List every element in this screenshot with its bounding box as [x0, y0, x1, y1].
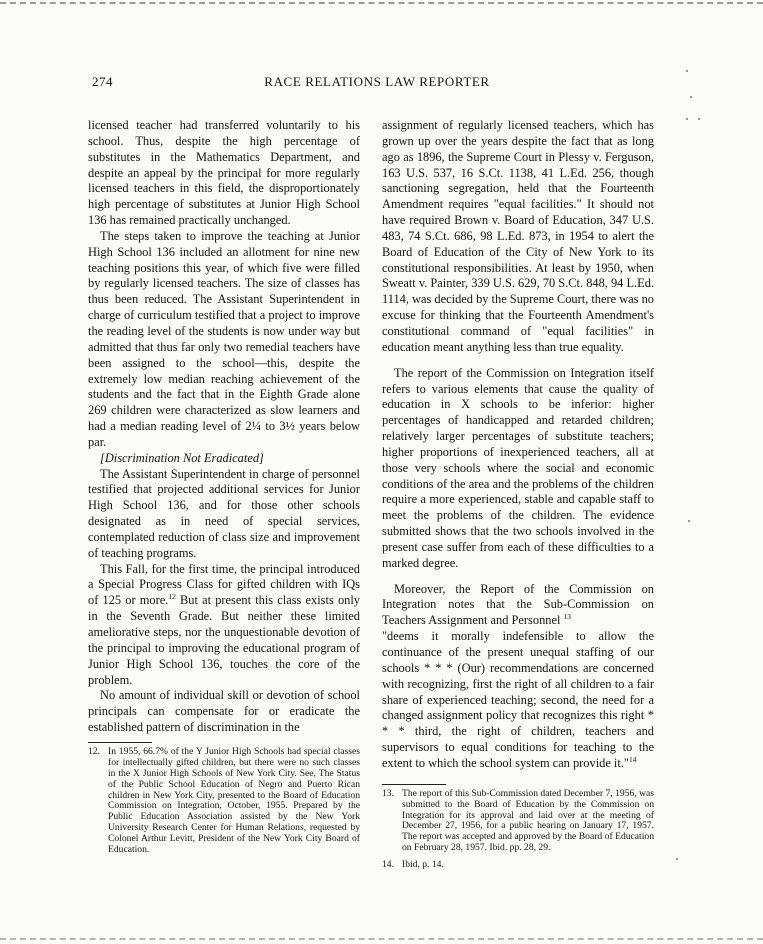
quote-text: "deems it morally indefensible to allow the continuance of the present unequal staffing of our schools * * * (Our) recommendations are concerned with recognizing, first the right of all children to a fair share of experienced teaching; second, the need for a changed assignment policy that recognizes this right * * * third, the right of children, teachers and supervisors to equal conditions for teaching to the extent to which the school system can provide it." [382, 629, 654, 770]
paragraph-text: But at present this class exists only in the Seventh Grade. But neither these limited ameliorative steps, nor the unquestionable devotion of the principal to improving the educational program of Junior High School 136, touches the core of the problem. [88, 593, 360, 687]
footnote-ref: 14 [628, 754, 637, 764]
page-number: 274 [92, 74, 113, 89]
left-column [88, 118, 360, 856]
paragraph: The steps taken to improve the teaching at Junior High School 136 included an allotment for nine new teaching positions this year, of which five were filled by regularly licensed teachers. The size of classes has thus been reduced. The Assistant Superintendent in charge of curriculum testified that a project to improve the reading level of the students is now under way but admitted that thus far only two remedial teachers have been assigned to the school—this, despite the extremely low median reaching achievement of the students and the fact that in the Eighth Grade alone 269 children were characterized as slow learners and had a median reading level of 2¼ to 3½ years below par. [88, 228, 360, 449]
scan-speck [698, 118, 700, 120]
page-header [92, 74, 662, 92]
scan-speck [686, 70, 688, 72]
scan-edge-bottom [0, 938, 763, 940]
paragraph: The Assistant Superintendent in charge of personnel testified that projected additional services for Junior High School 136, and for those other schools designated as in need of special services, contemplated reduction of class size and improvement of teaching programs. [88, 466, 360, 560]
footnote-number: 12. [88, 745, 100, 757]
footnote-text: In 1955, 66.7% of the Y Junior High Schools had special classes for intellectually gifted children, but there were no such classes in the X Junior High Schools of New York City. See, The Status of the Public School Education of Negro and Puerto Rican children in New York City, presented to the Board of Education Commission on Integration, October, 1955. Prepared by the Public Education Association assisted by the New York University Research Center for Human Relations, requested by Colonel Arthur Levitt, President of the New York City Board of Education. [108, 745, 360, 856]
paragraph: assignment of regularly licensed teachers, which has grown up over the years despite the fact that as long ago as 1896, the Supreme Court in Plessy v. Ferguson, 163 U.S. 537, 16 S.Ct. 1138, 41 L.Ed. 256, though sanctioning segregation, held that the Fourteenth Amendment requires "equal facilities." It should not have required Brown v. Board of Education, 347 U.S. 483, 74 S.Ct. 686, 98 L.Ed. 873, in 1954 to alert the Board of Education of the City of New York to its constitutional responsibilities. At least by 1950, when Sweatt v. Painter, 339 U.S. 629, 70 S.Ct. 848, 94 L.Ed. 1114, was decided by the Supreme Court, there was no excuse for thinking that the Fourteenth Amendment's constitutional command of "equal facilities" in education meant anything less than true equality. [382, 118, 654, 354]
footnote-13 [382, 789, 654, 854]
scan-speck [676, 858, 678, 860]
section-subheading: [Discrimination Not Eradicated] [100, 450, 264, 465]
right-column [382, 118, 654, 871]
paragraph: licensed teacher had transferred voluntarily to his school. Thus, despite the high percentage of substitutes in the Mathematics Department, and despite an appeal by the principal for more regularly licensed teachers in this field, the disproportionately high percentage of substitutes at Junior High School 136 has remained practically unchanged. [88, 118, 360, 228]
footnote-12 [88, 747, 360, 856]
block-quote [382, 629, 654, 772]
footnote-rule [382, 784, 446, 785]
paragraph [88, 562, 360, 689]
paragraph-text: This Fall, for the first time, the principal introduced a Special Progress Class for gifted children with IQs of 125 or more. [88, 561, 360, 608]
scan-speck [688, 520, 690, 522]
scan-speck [686, 118, 688, 120]
footnote-ref: 13 [563, 612, 572, 622]
footnote-number: 14. [382, 859, 394, 871]
paragraph-text: Moreover, the Report of the Commission on Integration notes that the Sub-Commission on Teachers Assignment and Personnel [382, 581, 654, 628]
scan-edge-top [0, 2, 763, 4]
paragraph: No amount of individual skill or devotion of school principals can compensate for or eradicate the established pattern of discrimination in the [88, 688, 360, 735]
footnote-text: Ibid, p. 14. [402, 859, 444, 871]
footnote-rule [88, 742, 152, 743]
footnote-ref: 12 [168, 592, 176, 602]
running-head: RACE RELATIONS LAW REPORTER [264, 74, 490, 89]
scan-speck [690, 96, 692, 98]
footnote-14 [382, 860, 654, 871]
paragraph: The report of the Commission on Integration itself refers to various elements that cause the quality of education in X schools to be inferior: higher percentages of handicapped and retarded children; relatively larger percentages of substitute teachers; higher proportions of inexperienced teachers, all at those very schools where the social and economic conditions of the area and the problems of the children require a more experienced, stable and capable staff to meet the problems of the children. The evidence submitted shows that the two schools involved in the present case suffer from each of these difficulties to a marked degree. [382, 365, 654, 570]
paragraph [382, 582, 654, 630]
footnote-number: 13. [382, 787, 394, 799]
footnote-text: The report of this Sub-Commission dated December 7, 1956, was submitted to the Board of Education by the Commission on Integration for its approval and laid over at the meeting of December 27, 1956, for a public hearing on January 17, 1957. The report was accepted and approved by the Board of Education on February 28, 1957. Ibid. pp. 28, 29. [402, 787, 654, 854]
